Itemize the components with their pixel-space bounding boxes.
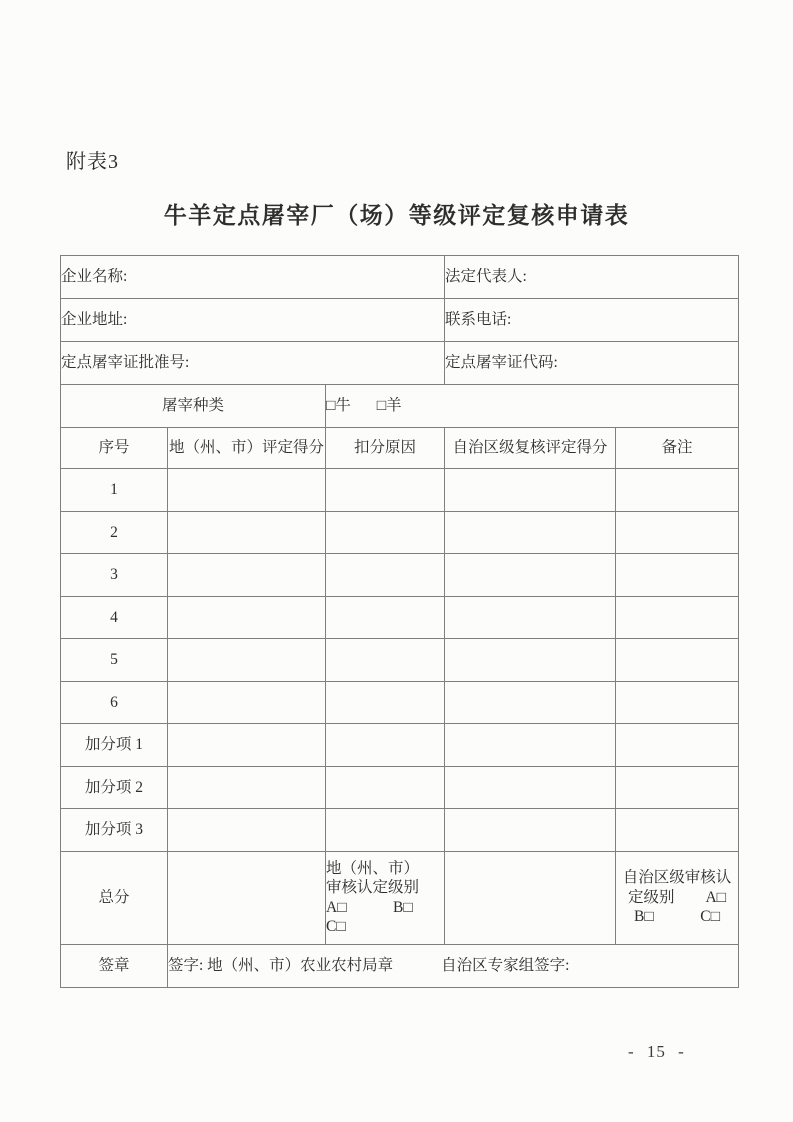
empty-cell <box>168 511 326 554</box>
empty-cell <box>616 809 739 852</box>
empty-cell <box>326 554 445 597</box>
signature-cell <box>168 944 739 987</box>
empty-cell <box>616 596 739 639</box>
empty-cell <box>326 766 445 809</box>
slaughter-type-options <box>326 385 739 428</box>
empty-cell <box>168 469 326 512</box>
empty-cell <box>445 596 616 639</box>
empty-cell <box>326 639 445 682</box>
empty-cell <box>168 766 326 809</box>
bonus-row-label: 加分项 3 <box>61 809 168 852</box>
local-grade-line: 审核认定级别 <box>326 879 420 897</box>
empty-cell <box>326 469 445 512</box>
empty-cell <box>445 681 616 724</box>
company-address-label: 企业地址: <box>61 299 445 342</box>
slaughter-type-label: 屠宰种类 <box>61 385 326 428</box>
empty-cell <box>326 596 445 639</box>
region-expert-signature-label: 自治区专家组签字: <box>441 956 570 974</box>
permit-approval-number-label: 定点屠宰证批准号: <box>61 342 445 385</box>
empty-cell <box>445 809 616 852</box>
col-header-deduction-reason: 扣分原因 <box>326 428 445 469</box>
region-grade-checkboxes: 定级别 A□ <box>627 888 727 906</box>
empty-cell <box>168 639 326 682</box>
bonus-row-label: 加分项 1 <box>61 724 168 767</box>
empty-cell <box>616 511 739 554</box>
sheep-label: 羊 <box>386 397 402 415</box>
empty-cell <box>168 596 326 639</box>
empty-cell <box>326 724 445 767</box>
legal-representative-label: 法定代表人: <box>445 256 739 299</box>
empty-cell <box>168 809 326 852</box>
local-grade-determination <box>326 851 445 944</box>
empty-cell <box>445 766 616 809</box>
region-grade-line: 自治区级审核认 <box>622 869 732 887</box>
score-row-label: 3 <box>61 554 168 597</box>
empty-cell <box>445 511 616 554</box>
empty-cell <box>616 639 739 682</box>
col-header-local-score: 地（州、市）评定得分 <box>168 428 326 469</box>
company-name-label: 企业名称: <box>61 256 445 299</box>
page-title: 牛羊定点屠宰厂（场）等级评定复核申请表 <box>163 203 630 228</box>
score-row-label: 5 <box>61 639 168 682</box>
contact-phone-label: 联系电话: <box>445 299 739 342</box>
empty-cell <box>445 851 616 944</box>
empty-cell <box>616 766 739 809</box>
sheep-checkbox-icon: □ <box>376 397 387 415</box>
empty-cell <box>616 681 739 724</box>
score-row-label: 1 <box>61 469 168 512</box>
col-header-remarks: 备注 <box>616 428 739 469</box>
bonus-row-label: 加分项 2 <box>61 766 168 809</box>
empty-cell <box>168 851 326 944</box>
score-row-label: 4 <box>61 596 168 639</box>
empty-cell <box>326 809 445 852</box>
empty-cell <box>445 469 616 512</box>
permit-code-label: 定点屠宰证代码: <box>445 342 739 385</box>
empty-cell <box>326 511 445 554</box>
cattle-checkbox-icon: □ <box>326 397 336 415</box>
local-grade-checkboxes: A□ B□ <box>326 898 413 916</box>
region-grade-determination <box>616 851 739 944</box>
empty-cell <box>168 554 326 597</box>
empty-cell <box>445 554 616 597</box>
score-row-label: 6 <box>61 681 168 724</box>
col-header-region-review-score: 自治区级复核评定得分 <box>445 428 616 469</box>
sheep-option <box>377 397 402 414</box>
col-header-serial-number: 序号 <box>61 428 168 469</box>
empty-cell <box>616 554 739 597</box>
empty-cell <box>326 681 445 724</box>
cattle-option <box>326 397 351 414</box>
total-score-label: 总分 <box>61 851 168 944</box>
local-bureau-signature-label: 签字: 地（州、市）农业农村局章 <box>168 956 394 974</box>
application-form-table <box>60 255 739 988</box>
empty-cell <box>445 639 616 682</box>
local-grade-checkboxes: C□ <box>326 917 346 935</box>
empty-cell <box>616 469 739 512</box>
cattle-label: 牛 <box>335 397 351 415</box>
local-grade-line: 地（州、市） <box>326 859 420 877</box>
empty-cell <box>168 681 326 724</box>
empty-cell <box>616 724 739 767</box>
score-row-label: 2 <box>61 511 168 554</box>
region-grade-checkboxes: B□ C□ <box>634 908 720 926</box>
signature-seal-label: 签章 <box>61 944 168 987</box>
empty-cell <box>168 724 326 767</box>
appendix-label: 附表3 <box>66 151 119 173</box>
page-number: - 15 - <box>628 1042 685 1061</box>
empty-cell <box>445 724 616 767</box>
